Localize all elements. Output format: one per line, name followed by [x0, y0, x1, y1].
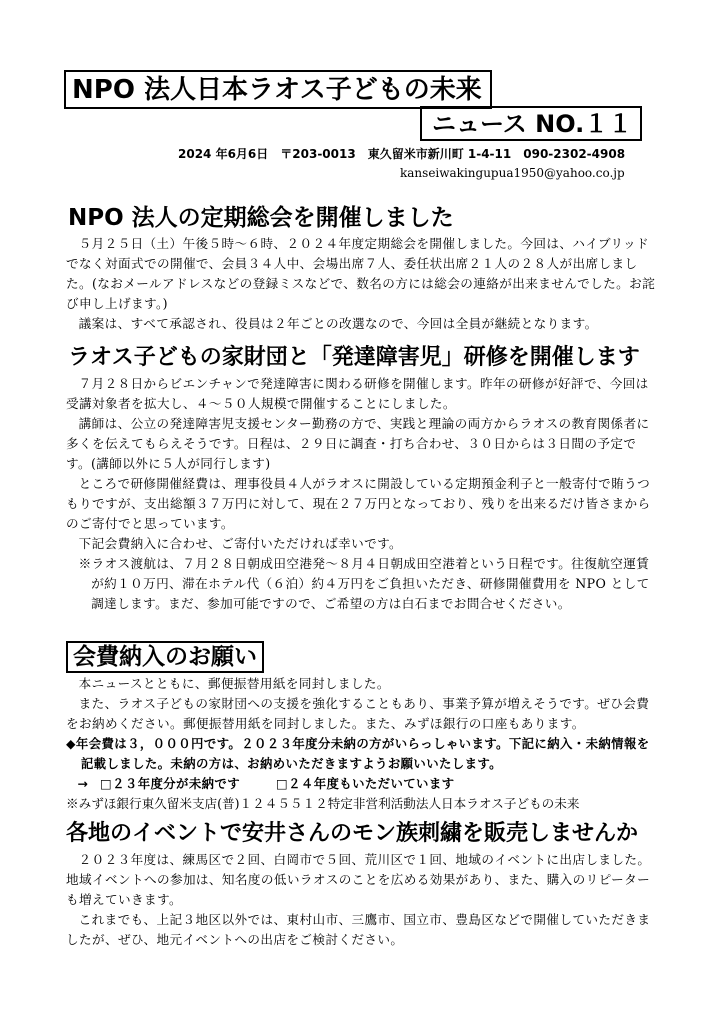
payment-status-line	[66, 774, 660, 794]
section-membership-fee	[66, 674, 660, 814]
bank-account: ※みずほ銀行東久留米支店(普)１２４５５１２特定非営利活動法人日本ラオス子どもの未来	[66, 796, 580, 811]
section-training	[66, 374, 660, 614]
issue-number: ニュース NO.１１	[420, 106, 642, 141]
checkbox-paid-2024: □２４年度もいただいています	[276, 776, 455, 791]
org-title: NPO 法人日本ラオス子どもの未来	[64, 70, 492, 109]
date-address-phone: 2024 年6月6日 〒203-0013 東久留米市新川町 1-4-11 090-2302-4908	[178, 147, 626, 161]
paragraph: ７月２８日からビエンチャンで発達障害に関わる研修を開催します。昨年の研修が好評で、今回は受講対象者を拡大し、４～５０人規模で開催することにしました。	[66, 376, 649, 411]
paragraph: 講師は、公立の発達障害児支援センター勤務の方で、実践と理論の両方からラオスの教育関係者に多くを伝えてもらえそうです。日程は、２９日に調査・打ち合わせ、３０日からは３日間の予定です。(講師以外に５人が同行します)	[66, 416, 650, 471]
section-heading-events: 各地のイベントで安井さんのモン族刺繍を販売しませんか	[66, 821, 639, 846]
travel-note: ※ラオス渡航は、７月２８日朝成田空港発～８月４日朝成田空港着という日程です。往復航空運賃が約１０万円、滞在ホテル代（６泊）約４万円をご負担いただき、研修開催費用を NPO として調達します。まだ、参加可能ですので、ご希望の方は白石までお問合せください。	[78, 556, 650, 611]
paragraph: また、ラオス子どもの家財団への支援を強化することもあり、事業予算が増えそうです。ぜひ会費をお納めください。郵便振替用紙を同封しました。また、みずほ銀行の口座もあります。	[66, 696, 650, 731]
section-heading-general-meeting: NPO 法人の定期総会を開催しました	[68, 205, 454, 231]
email-address: kanseiwakingupua1950@yahoo.co.jp	[400, 166, 625, 180]
paragraph: ５月２５日（土）午後５時～６時、２０２４年度定期総会を開催しました。今回は、ハイブリッドでなく対面式での開催で、会員３４人中、会場出席７人、委任状出席２１人の２８人が出席しました。(なおメールアドレスなどの登録ミスなどで、数名の方には総会の連絡が出来ませんでした。お詫び申し上げます。)	[66, 236, 656, 311]
paragraph: 本ニュースとともに、郵便振替用紙を同封しました。	[78, 676, 390, 691]
paragraph: ２０２３年度は、練馬区で２回、白岡市で５回、荒川区で１回、地域のイベントに出店しました。地域イベントへの参加は、知名度の低いラオスのことを広める効果があり、また、購入のリピーターも増えていきます。	[66, 852, 651, 907]
fee-notice: ◆年会費は３，０００円です。２０２３年度分未納の方がいらっしゃいます。下記に納入・未納情報を記載しました。未納の方は、お納めいただきますようお願いいたします。	[66, 736, 650, 771]
paragraph: これまでも、上記３地区以外では、東村山市、三鷹市、国立市、豊島区などで開催していただきましたが、ぜひ、地元イベントへの出店をご検討ください。	[66, 912, 651, 947]
section-heading-training: ラオス子どもの家財団と「発達障害児」研修を開催します	[68, 345, 640, 370]
section-general-meeting	[66, 234, 660, 334]
paragraph: 下記会費納入に合わせ、ご寄付いただければ幸いです。	[78, 536, 403, 551]
paragraph: 議案は、すべて承認され、役員は２年ごとの改選なので、今回は全員が継続となります。	[78, 316, 598, 331]
arrow-icon: →	[77, 776, 89, 791]
section-heading-membership-fee: 会費納入のお願い	[66, 641, 264, 673]
paragraph: ところで研修開催経費は、理事役員４人がラオスに開設している定期預金利子と一般寄付で賄うつもりですが、支出総額３７万円に対して、現在２７万円となっており、残りを出来るだけ皆さまからのご寄付でと思っています。	[66, 476, 651, 531]
checkbox-unpaid-2023: □２３年度分が未納です	[100, 776, 241, 791]
section-events	[66, 850, 660, 950]
